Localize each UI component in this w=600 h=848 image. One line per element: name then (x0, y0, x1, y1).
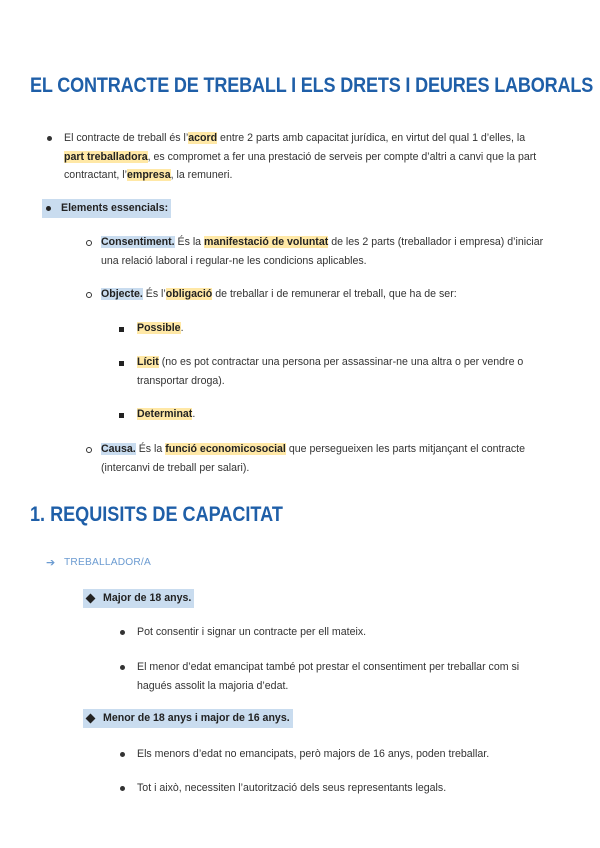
licit-text: (no es pot contractar una persona per assassinar-ne una altra o per vendre o (158, 356, 524, 368)
consentiment-text: És la (174, 236, 205, 248)
bullet-disc (120, 630, 125, 635)
menor18-label: Menor de 18 anys i major de 16 anys. (103, 712, 290, 724)
intro-text: entre 2 parts amb capacitat jurídica, en virtut del qual 1 d’elles, la (217, 132, 526, 144)
possible-end: . (180, 322, 184, 334)
diamond-bullet-icon (86, 713, 96, 723)
page-title: EL CONTRACTE DE TREBALL I ELS DRETS I DEURES LABORALS (30, 74, 594, 97)
objecte-item (101, 285, 581, 304)
possible-item (137, 319, 184, 338)
major18-row (83, 589, 194, 608)
bullet-disc (120, 786, 125, 791)
intro-text: contractant, l’ (64, 169, 128, 181)
elements-essencials-row (42, 199, 171, 218)
bullet-circle (86, 447, 92, 453)
determinat-end: . (192, 408, 196, 420)
intro-text: , la remuneri. (170, 169, 233, 181)
intro-text: , es compromet a fer una prestació de serveis per compte d’altri a canvi que la part (147, 150, 537, 163)
licit-item (137, 353, 587, 390)
bullet-square (119, 413, 124, 418)
objecte-text: És l’ (142, 288, 166, 300)
bullet-disc (46, 206, 51, 211)
arrow-right-icon: ➔ (46, 557, 56, 569)
intro-paragraph (64, 129, 584, 185)
highlight-manifestacio: manifestació de voluntat (204, 236, 329, 248)
highlight-empresa: empresa (127, 169, 171, 181)
bullet-disc (47, 136, 52, 141)
consentiment-label: Consentiment. (101, 236, 175, 248)
highlight-possible: Possible (137, 322, 181, 334)
elements-essencials-label: Elements essencials: (61, 202, 169, 214)
treballador-label: TREBALLADOR/A (64, 557, 151, 568)
bullet-circle (86, 240, 92, 246)
causa-item (101, 440, 581, 477)
licit-text: transportar droga). (137, 374, 225, 387)
major18-label: Major de 18 anys. (103, 592, 192, 604)
consentiment-item (101, 233, 581, 270)
causa-label: Causa. (101, 443, 136, 455)
determinat-item (137, 405, 195, 424)
highlight-licit: Lícit (137, 356, 159, 368)
bullet-circle (86, 292, 92, 298)
highlight-part-treballadora: part treballadora (64, 150, 148, 163)
list-item: Pot consentir i signar un contracte per ell mateix. (137, 626, 367, 638)
objecte-text: de treballar i de remunerar el treball, que ha de ser: (212, 288, 457, 300)
list-item: Els menors d’edat no emancipats, però majors de 16 anys, poden treballar. (137, 748, 490, 760)
consentiment-text: de les 2 parts (treballador i empresa) d’iniciar (328, 236, 544, 248)
list-item (137, 658, 587, 695)
section-heading: 1. REQUISITS DE CAPACITAT (30, 503, 283, 526)
causa-text: (intercanvi de treball per salari). (101, 461, 250, 474)
diamond-bullet-icon (86, 593, 96, 603)
intro-text: El contracte de treball és l’ (64, 132, 189, 144)
highlight-obligacio: obligació (165, 288, 213, 300)
list-item: Tot i això, necessiten l’autorització dels seus representants legals. (137, 782, 447, 794)
consentiment-text: una relació laboral i regular-ne les condicions aplicables. (101, 254, 367, 267)
highlight-acord: acord (188, 132, 218, 144)
highlight-funcio: funció economicosocial (165, 443, 286, 455)
bullet-square (119, 327, 124, 332)
causa-text: És la (135, 443, 166, 455)
highlight-determinat: Determinat (137, 408, 193, 420)
bullet-disc (120, 752, 125, 757)
bullet-square (119, 361, 124, 366)
objecte-label: Objecte. (101, 288, 143, 300)
bullet-disc (120, 665, 125, 670)
menor18-row (83, 709, 293, 728)
causa-text: que persegueixen les parts mitjançant el contracte (285, 443, 525, 455)
list-item-line: El menor d’edat emancipat també pot prestar el consentiment per treballar com si (137, 661, 520, 673)
list-item-line: hagués assolit la majoria d’edat. (137, 679, 289, 692)
